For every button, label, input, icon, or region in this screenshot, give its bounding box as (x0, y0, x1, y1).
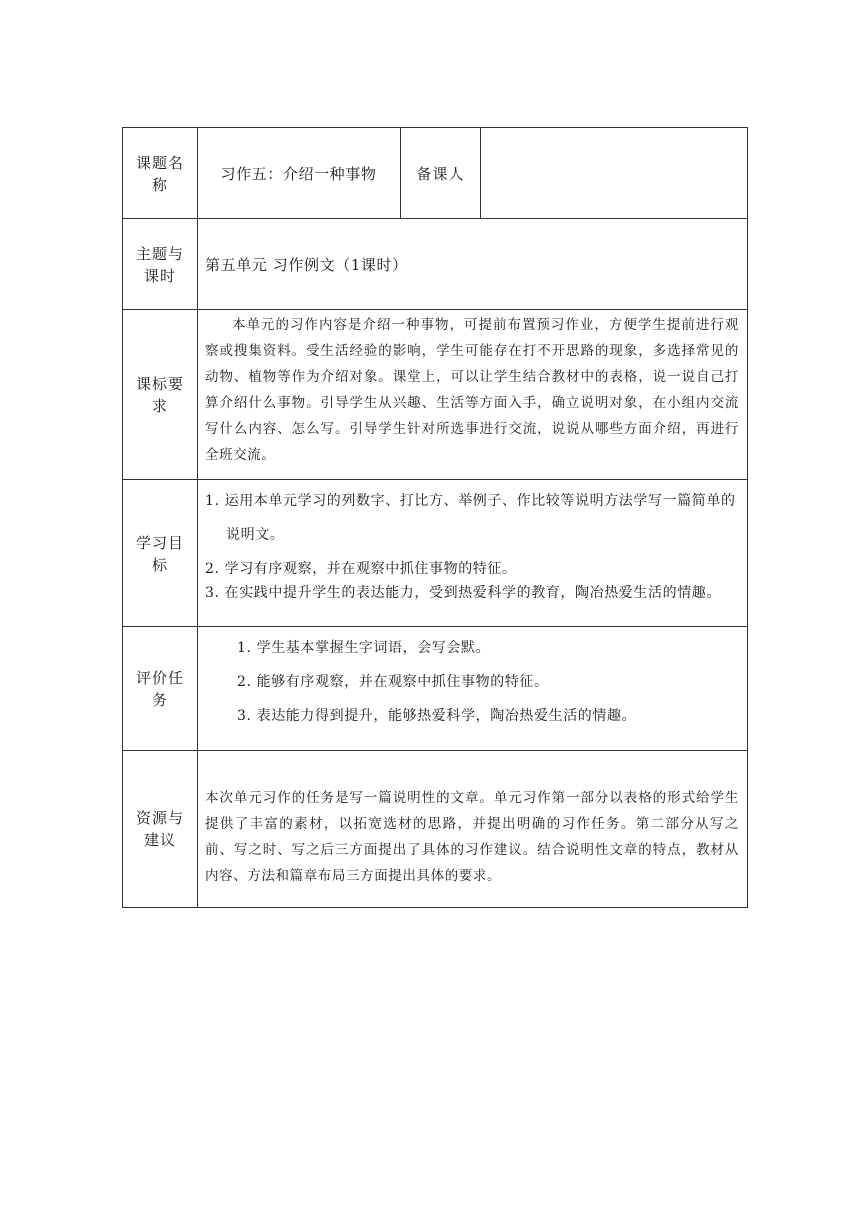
topic-name-value: 习作五：介绍一种事物 (220, 165, 377, 183)
learning-objectives-label: 学习目标 (123, 480, 198, 627)
lesson-plan-table (122, 127, 748, 908)
theme-period-value: 第五单元 习作例文（1课时） (205, 256, 408, 274)
evaluation-tasks-cell (197, 627, 747, 751)
learning-objective-item: 3. 在实践中提升学生的表达能力，受到热爱科学的教育，陶冶热爱生活的情趣。 (205, 585, 722, 601)
row-curriculum-requirements (123, 309, 747, 480)
preparer-value-cell (481, 128, 747, 219)
evaluation-tasks-label: 评价任务 (123, 627, 198, 751)
resources-suggestions-text: 本次单元习作的任务是写一篇说明性的文章。单元习作第一部分以表格的形式给学生提供了丰富的素材，以拓宽选材的思路，并提出明确的习作任务。第二部分从写之前、写之时、写之后三方面提出了具体的习作建议。结合说明性文章的特点，教材从内容、方法和篇章布局三方面提出具体的要求。 (205, 790, 739, 884)
row-resources-suggestions (123, 750, 747, 907)
evaluation-task-item: 2. 能够有序观察，并在观察中抓住事物的特征。 (237, 674, 549, 690)
learning-objective-item: 2. 学习有序观察，并在观察中抓住事物的特征。 (205, 561, 517, 577)
theme-period-label: 主题与课时 (123, 219, 198, 310)
row-learning-objectives (123, 479, 747, 627)
row-theme-period (123, 218, 747, 310)
learning-objectives-cell (197, 480, 747, 627)
topic-name-label: 课题名称 (123, 128, 198, 219)
curriculum-requirements-label: 课标要求 (123, 310, 198, 480)
resources-suggestions-label: 资源与建议 (123, 751, 198, 907)
row-topic-name (123, 128, 747, 219)
theme-period-cell (197, 219, 747, 310)
row-evaluation-tasks (123, 626, 747, 751)
preparer-label-cell (401, 128, 481, 219)
topic-name-cell (197, 128, 401, 219)
curriculum-requirements-text: 本单元的习作内容是介绍一种事物，可提前布置预习作业，方便学生提前进行观察或搜集资料。受生活经验的影响，学生可能存在打不开思路的现象，多选择常见的动物、植物等作为介绍对象。课堂上，可以让学生结合教材中的表格，说一说自己打算介绍什么事物。引导学生从兴趣、生活等方面入手，确立说明对象，在小组内交流写什么内容、怎么写。引导学生针对所选事进行交流，说说从哪些方面介绍，再进行全班交流。 (205, 317, 739, 463)
resources-suggestions-cell (197, 751, 747, 907)
evaluation-task-item: 3. 表达能力得到提升，能够热爱科学，陶冶热爱生活的情趣。 (237, 708, 637, 724)
learning-objective-item: 1. 运用本单元学习的列数字、打比方、举例子、作比较等说明方法学写一篇简单的说明文。 (205, 493, 736, 543)
evaluation-task-item: 1. 学生基本掌握生字词语，会写会默。 (237, 640, 491, 656)
curriculum-requirements-cell (197, 310, 747, 480)
preparer-label: 备课人 (416, 165, 465, 183)
